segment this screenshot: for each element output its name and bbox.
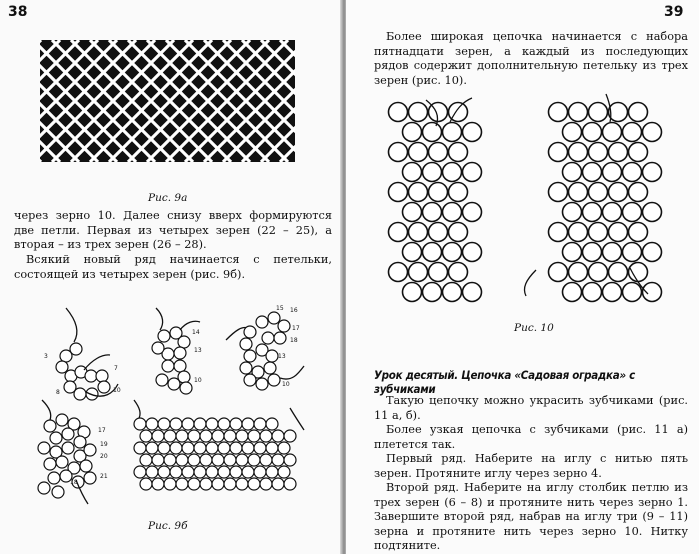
label: 21 — [100, 473, 108, 480]
label: 10 — [113, 387, 121, 394]
right-paragraph-2: Такую цепочку можно украсить зубчиками (рис. 11 а, б). — [374, 394, 688, 422]
left-paragraph-2: Всякий новый ряд начинается с петельки, состоящей из четырех зерен (рис. 9б). — [14, 253, 332, 281]
label: 16 — [290, 307, 298, 314]
fig-9b-step-1 — [44, 308, 121, 400]
label: 17 — [98, 427, 106, 434]
right-paragraph-1: Более широкая цепочка начинается с набора пятнадцати зерен, а каждый из последующих рядов содержит дополнительную петельку из трех зерен (рис. 10). — [374, 30, 688, 87]
label: 18 — [290, 337, 298, 344]
label: 19 — [100, 441, 108, 448]
left-paragraph-1: через зерно 10. Далее снизу вверх формируются две петли. Первая из четырех зерен (22 – 25), а вторая – из трех зерен (26 – 28). — [14, 209, 332, 252]
label: 14 — [192, 329, 200, 336]
fig-9b-step-5 — [134, 400, 304, 490]
caption-9a: Рис. 9а — [148, 192, 188, 204]
figure-9b-diagram — [14, 300, 334, 520]
label: 7 — [114, 365, 118, 372]
label: 17 — [292, 325, 300, 332]
label: 8 — [56, 389, 60, 396]
figure-9a-mesh — [40, 40, 295, 162]
label: 18 — [70, 479, 78, 486]
label: 20 — [100, 453, 108, 460]
caption-9b: Рис. 9б — [148, 520, 188, 532]
figure-10-diagram — [386, 88, 676, 310]
right-paragraph-3: Более узкая цепочка с зубчиками (рис. 11 а) плетется так. — [374, 423, 688, 451]
lesson-heading: Урок десятый. Цепочка «Садовая оградка» с зубчиками — [374, 368, 635, 396]
left-page — [0, 0, 346, 554]
page-number-right: 39 — [664, 4, 684, 20]
label: 13 — [278, 353, 286, 360]
page-number-left: 38 — [8, 4, 28, 20]
right-paragraph-4: Первый ряд. Наберите на иглу с нитью пять зерен. Протяните иглу через зерно 4. — [374, 452, 688, 480]
label: 13 — [194, 347, 202, 354]
right-paragraph-5: Второй ряд. Наберите на иглу столбик петлю из трех зерен (6 – 8) и протяните нить через зерно 1. Завершите второй ряд, набрав на иглу три (9 – 11) зерна и протяните нить через зерно 10. Нитку подтяните. — [374, 481, 688, 553]
fig-9b-step-2 — [152, 308, 202, 394]
label: 15 — [276, 305, 284, 312]
caption-10: Рис. 10 — [514, 322, 554, 334]
label: 10 — [194, 377, 202, 384]
right-page — [346, 0, 699, 554]
fig-9b-step-3 — [226, 305, 304, 390]
label: 3 — [44, 353, 48, 360]
label: 10 — [282, 381, 290, 388]
fig-9b-step-4 — [38, 400, 108, 504]
